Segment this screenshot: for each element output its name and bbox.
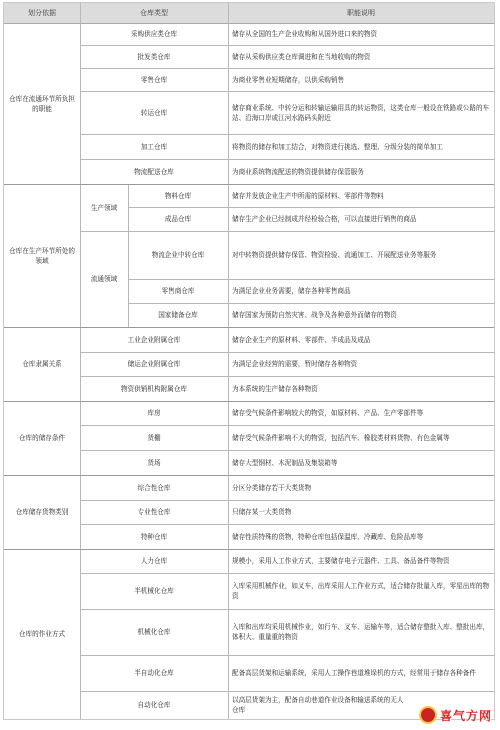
- header-type: 仓库类型: [140, 9, 168, 17]
- desc-text: 分区分类储存若干大类货物: [232, 483, 312, 492]
- type-label: 特种仓库: [140, 532, 168, 541]
- type-label: 加工仓库: [140, 142, 168, 151]
- desc-text: 储存受气候条件影响不大的物资，包括汽车、橡胶类材料货物、有色金属等: [232, 433, 450, 442]
- type-label: 货棚: [147, 433, 161, 442]
- type-label: 物流配送仓库: [134, 167, 174, 176]
- type-label: 半自动化仓库: [134, 669, 174, 677]
- type-label: 零售仓库: [140, 75, 168, 84]
- type-label: 库房: [147, 409, 161, 417]
- header-desc: 职能说明: [347, 9, 375, 17]
- type-label: 人力仓库: [140, 557, 168, 565]
- watermark-text: 喜气方网: [439, 708, 492, 723]
- warehouse-classification-table: [3, 2, 495, 720]
- desc-text: 储存并发放企业生产中所需的原材料、零部件等物料: [232, 191, 384, 200]
- desc-text: 为满足企业业务需要，储存各种零售商品: [232, 287, 351, 295]
- type-label: 物流企业中转仓库: [151, 251, 205, 259]
- desc-text: 储存从全国的生产企业收购和从国外进口来的物资: [232, 30, 378, 38]
- type-label: 国家储备仓库: [158, 311, 198, 319]
- desc-text: 入库和出库均采用机械作业，如行车、叉车、运输车等，适合储存整批入库、整批出库，体积大、重量重的物资: [232, 623, 490, 641]
- desc-text: 规模小，采用人工作业方式，主要储存电子元器件、工具、备品备件等物资: [232, 557, 450, 565]
- desc-text: 配备高层货架和运输系统，采用人工操作巷道堆垛机的方式，经常用于储存各种备件: [232, 669, 476, 677]
- type-label: 转运仓库: [140, 108, 168, 117]
- category-label: 仓库隶属关系: [22, 360, 62, 368]
- category-label: 仓库在生产环节所处的领域: [9, 246, 75, 265]
- desc-text: 将物资的储存和加工结合，对物资进行挑选、整理、分级分装的简单加工: [232, 142, 443, 151]
- type-label: 物料仓库: [164, 191, 192, 200]
- watermark-logo-icon: [419, 706, 437, 724]
- desc-text: 储存生产企业已经制成并经检验合格，可以直接进行销售的商品: [232, 215, 417, 223]
- desc-text: 以高层货架为主，配备自动巷道作业设备和输送系统的无人仓库: [232, 696, 404, 714]
- category-label: 仓库在流通环节所负担的职能: [9, 94, 75, 113]
- type-label: 零售商仓库: [161, 287, 195, 295]
- desc-text: 为商业零售业短期储存，以供采购销售: [232, 75, 345, 84]
- type-label: 综合性仓库: [137, 483, 171, 492]
- desc-text: 储存企业生产的原材料、零部件、半成品及成品: [232, 335, 371, 344]
- desc-text: 储存从采购供应类仓库调进和在当地收购的物资: [232, 52, 371, 61]
- site-watermark: [419, 704, 492, 726]
- type-label: 专业性仓库: [137, 508, 171, 516]
- type-label: 批发类仓库: [137, 52, 171, 61]
- desc-text: 储存受气候条件影响较大的物资，如原材料、产品、生产零部件等: [232, 409, 424, 417]
- category-label: 仓库储存货物类别: [15, 508, 69, 516]
- desc-text: 储存商业系统、中转分运和转输运输用具的转运物资，这类仓库一般设在铁路或公路的车站、沿海口岸或江河水路码头附近: [232, 103, 490, 122]
- desc-text: 储存国家为预防自然灾害、战争及各种意外而储存的物资: [232, 311, 397, 319]
- desc-text: 为满足企业经营的需要，暂时储存各种物资: [232, 360, 358, 368]
- desc-text: 为商业系统物流配送的物资提供储存保管服务: [232, 167, 364, 176]
- sub-category-label: 生产领域: [90, 203, 118, 212]
- type-label: 半机械化仓库: [134, 587, 174, 595]
- type-label: 工业企业附属仓库: [127, 335, 181, 344]
- type-label: 物资供销机构附属仓库: [121, 384, 187, 393]
- category-label: 仓库的储存条件: [18, 434, 66, 442]
- type-label: 自动化仓库: [137, 701, 171, 709]
- table-header: [4, 3, 494, 24]
- desc-text: 只储存某一大类货物: [232, 508, 292, 516]
- type-label: 成品仓库: [164, 215, 192, 223]
- type-label: 采购供应类仓库: [130, 30, 178, 38]
- type-label: 机械化仓库: [137, 628, 171, 636]
- type-label: 储运企业附属仓库: [127, 360, 181, 368]
- desc-text: 储存性质特殊的货物，特种仓库包括保温库、冷藏库、危险品库等: [232, 532, 424, 541]
- category-label: 仓库的作业方式: [18, 630, 66, 638]
- desc-text: 入库采用机械作业，如叉车，出库采用人工作业方式，适合储存批量入库，零星出库的物资: [232, 582, 490, 600]
- sub-category-label: 流通领域: [90, 275, 118, 283]
- header-basis: 划分依据: [28, 9, 56, 17]
- type-label: 货场: [147, 458, 161, 467]
- desc-text: 对中转物资提供储存保管、物资检验、流通加工、开展配送业务等服务: [232, 251, 437, 259]
- desc-text: 储存大型钢材、木泥制品及集装箱等: [232, 458, 338, 467]
- desc-text: 为本系统的生产储存各种物资: [232, 384, 318, 393]
